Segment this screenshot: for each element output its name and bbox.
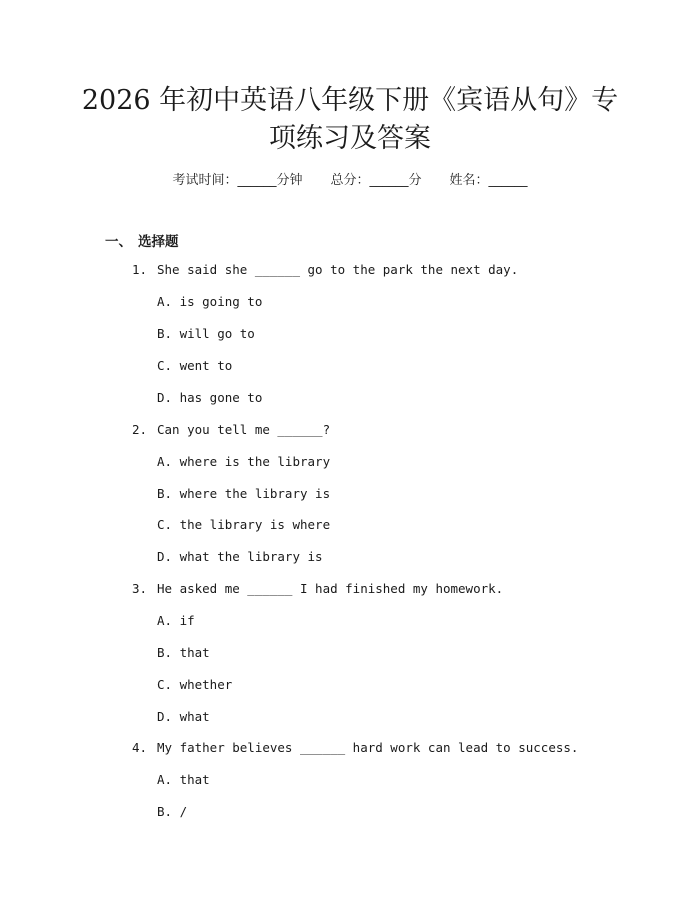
answer-option: C. whether: [157, 677, 233, 692]
question: [132, 740, 578, 755]
answer-option: C. the library is where: [157, 517, 331, 532]
question-number: 1.: [132, 262, 148, 277]
question-number: 3.: [132, 581, 148, 596]
answer-option: B. will go to: [157, 326, 255, 341]
question-number: 4.: [132, 740, 148, 755]
answer-option: A. that: [157, 772, 210, 787]
answer-option: D. has gone to: [157, 390, 263, 405]
question-text: She said she ______ go to the park the next day.: [157, 262, 519, 277]
answer-option: B. that: [157, 645, 210, 660]
question-text: He asked me ______ I had finished my homework.: [157, 581, 504, 596]
title-line-2: 项练习及答案: [269, 123, 431, 154]
answer-option: D. what: [157, 709, 210, 724]
question: [132, 581, 503, 596]
question: [132, 262, 518, 277]
section-heading: [105, 230, 179, 250]
question: [132, 422, 330, 437]
answer-option: B. where the library is: [157, 486, 331, 501]
answer-option: B. /: [157, 804, 188, 819]
answer-option: A. if: [157, 613, 195, 628]
total-score-label: 总分：______分: [330, 173, 422, 188]
title-line-1: 2026 年初中英语八年级下册《宾语从句》专: [81, 85, 619, 116]
question-number: 2.: [132, 422, 148, 437]
question-text: Can you tell me ______?: [157, 422, 331, 437]
exam-info: [0, 169, 700, 188]
answer-option: A. is going to: [157, 294, 263, 309]
student-name-label: 姓名：______: [449, 173, 528, 188]
section-number: 一、: [105, 234, 132, 250]
exam-time-label: 考试时间：______分钟: [172, 173, 303, 188]
document-title: [80, 82, 620, 158]
answer-option: A. where is the library: [157, 454, 331, 469]
answer-option: C. went to: [157, 358, 233, 373]
question-text: My father believes ______ hard work can lead to success.: [157, 740, 579, 755]
section-title: 选择题: [138, 234, 179, 250]
answer-option: D. what the library is: [157, 549, 323, 564]
